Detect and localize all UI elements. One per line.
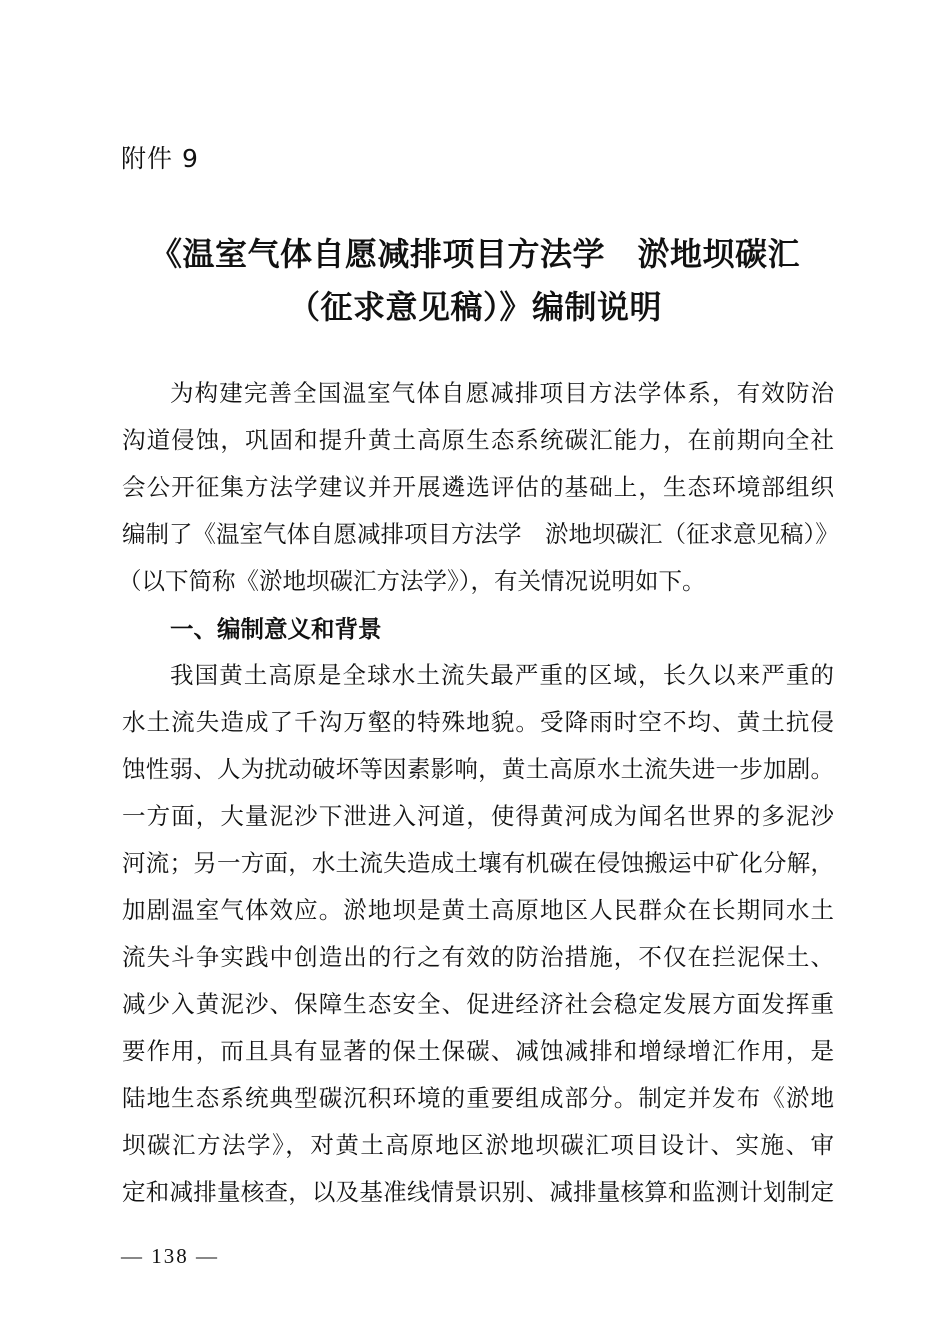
paragraph-line: 水土流失造成了千沟万壑的特殊地貌。受降雨时空不均、黄土抗侵	[122, 708, 834, 736]
paragraph-line: 减少入黄泥沙、保障生态安全、促进经济社会稳定发展方面发挥重	[122, 990, 834, 1018]
paragraph-line: 要作用，而且具有显著的保土保碳、减蚀减排和增绿增汇作用，是	[122, 1037, 834, 1065]
paragraph-line: 我国黄土高原是全球水土流失最严重的区域，长久以来严重的	[170, 661, 834, 689]
document-title-line-1: 《温室气体自愿减排项目方法学 淤地坝碳汇	[149, 235, 800, 273]
paragraph-line: 河流；另一方面，水土流失造成土壤有机碳在侵蚀搬运中矿化分解，	[122, 849, 834, 877]
paragraph-line: 一方面，大量泥沙下泄进入河道，使得黄河成为闻名世界的多泥沙	[122, 802, 834, 830]
paragraph-line: 蚀性弱、人为扰动破坏等因素影响，黄土高原水土流失进一步加剧。	[122, 755, 834, 783]
intro-line: 会公开征集方法学建议并开展遴选评估的基础上，生态环境部组织	[122, 473, 834, 501]
paragraph-line: 定和减排量核查，以及基准线情景识别、减排量核算和监测计划制定	[122, 1178, 834, 1206]
section-heading: 一、编制意义和背景	[170, 615, 382, 643]
attachment-label: 附件 9	[121, 144, 199, 173]
paragraph-line: 坝碳汇方法学》，对黄土高原地区淤地坝碳汇项目设计、实施、审	[122, 1131, 834, 1159]
paragraph-line: 陆地生态系统典型碳沉积环境的重要组成部分。制定并发布《淤地	[122, 1084, 834, 1112]
intro-line: 为构建完善全国温室气体自愿减排项目方法学体系，有效防治	[170, 379, 834, 407]
document-title-line-2: （征求意见稿）》编制说明	[287, 288, 662, 326]
intro-line-last: （以下简称《淤地坝碳汇方法学》），有关情况说明如下。	[118, 567, 706, 595]
page-number: — 138 —	[121, 1244, 219, 1268]
paragraph-line: 流失斗争实践中创造出的行之有效的防治措施，不仅在拦泥保土、	[122, 943, 834, 971]
intro-line: 编制了《温室气体自愿减排项目方法学 淤地坝碳汇（征求意见稿）》	[122, 520, 839, 548]
intro-line: 沟道侵蚀，巩固和提升黄土高原生态系统碳汇能力，在前期向全社	[122, 426, 834, 454]
paragraph-line: 加剧温室气体效应。淤地坝是黄土高原地区人民群众在长期同水土	[122, 896, 834, 924]
